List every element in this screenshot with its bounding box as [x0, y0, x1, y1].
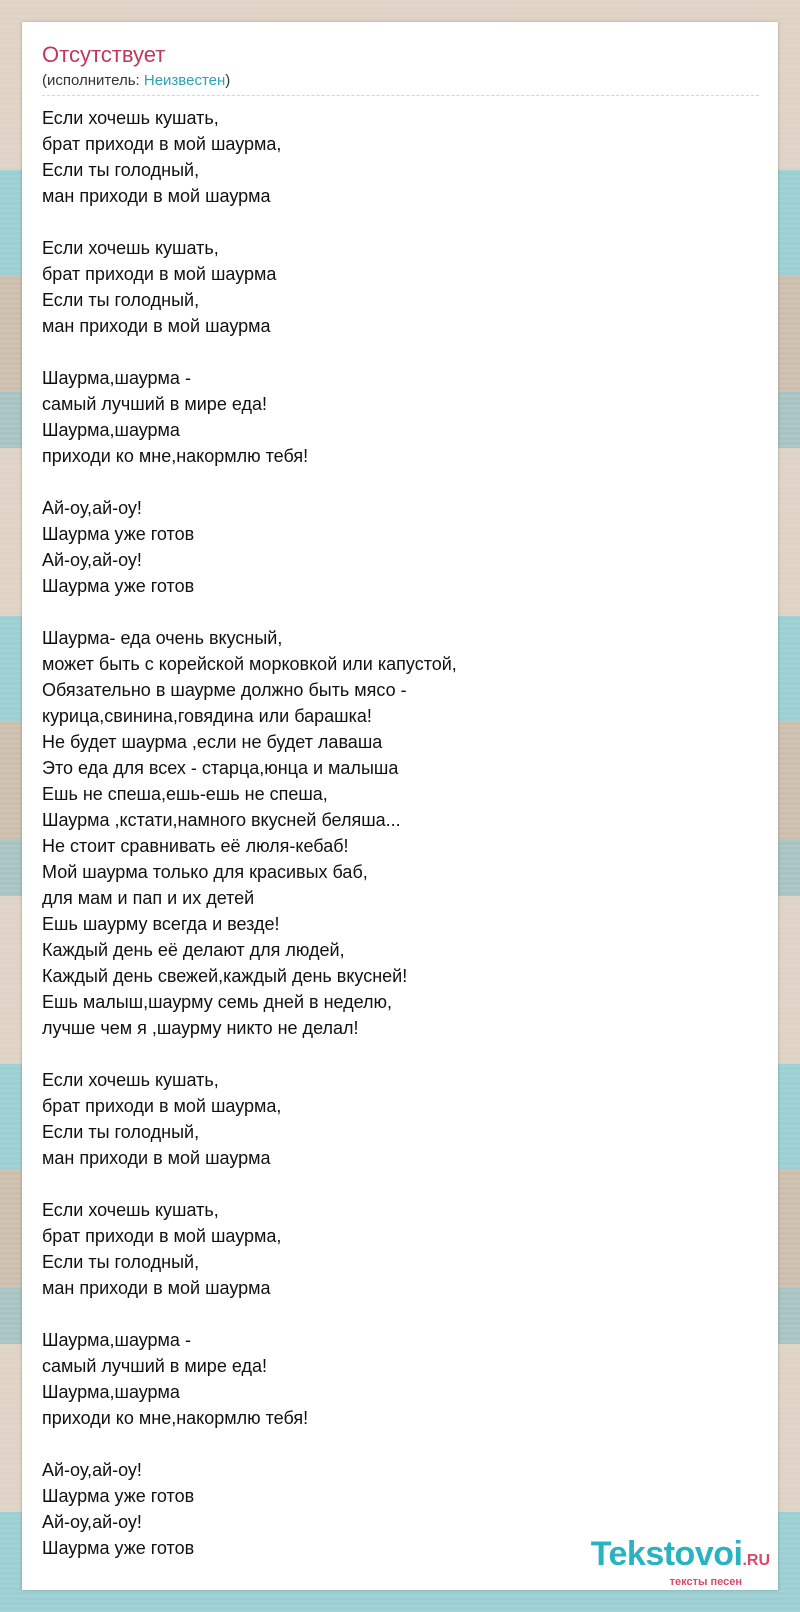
lyric-line: Если хочешь кушать, — [42, 1070, 219, 1090]
artist-link[interactable]: Неизвестен — [143, 72, 226, 89]
lyric-line: Если хочешь кушать, — [42, 108, 219, 128]
lyric-line: курица,свинина,говядина или барашка! — [42, 706, 372, 726]
artist-prefix: (исполнитель: — [42, 72, 144, 89]
lyric-line — [42, 209, 758, 235]
lyric-line: брат приходи в мой шаурма, — [42, 1096, 282, 1116]
lyric-line: Шаурма уже готов — [42, 1486, 195, 1506]
lyric-line: ман приходи в мой шаурма — [42, 186, 271, 206]
lyric-line: Если ты голодный, — [42, 160, 200, 180]
lyric-line: Если ты голодный, — [42, 1122, 200, 1142]
lyric-line — [42, 1171, 758, 1197]
lyric-line: самый лучший в мире еда! — [42, 394, 267, 414]
lyric-line: Шаурма уже готов — [42, 524, 195, 544]
lyric-line — [42, 469, 758, 495]
lyric-line: Это еда для всех - старца,юнца и малыша — [42, 758, 399, 778]
lyric-line: Шаурма,шаурма - — [42, 1330, 191, 1350]
lyric-line: для мам и пап и их детей — [42, 888, 255, 908]
lyric-line: брат приходи в мой шаурма — [42, 264, 277, 284]
lyric-line — [42, 1041, 758, 1067]
lyric-line: Если ты голодный, — [42, 1252, 200, 1272]
lyric-line — [42, 599, 758, 625]
lyric-line: ман приходи в мой шаурма — [42, 316, 271, 336]
lyric-line: Ай-оу,ай-оу! — [42, 1460, 142, 1480]
lyric-line — [42, 339, 758, 365]
logo-tagline: тексты песен — [669, 1576, 742, 1588]
lyric-line: брат приходи в мой шаурма, — [42, 1226, 282, 1246]
lyric-line: Ай-оу,ай-оу! — [42, 550, 142, 570]
artist-suffix: ) — [225, 72, 231, 89]
divider — [42, 95, 759, 96]
lyric-line: ман приходи в мой шаурма — [42, 1148, 271, 1168]
lyric-line: Если хочешь кушать, — [42, 1200, 219, 1220]
lyric-line: может быть с корейской морковкой или капустой, — [42, 654, 457, 674]
artist-line — [42, 72, 758, 90]
lyric-line: Если ты голодный, — [42, 290, 200, 310]
lyric-line: самый лучший в мире еда! — [42, 1356, 267, 1376]
lyric-line: Ай-оу,ай-оу! — [42, 498, 142, 518]
lyrics-card — [22, 22, 778, 1590]
lyric-line: Не будет шаурма ,если не будет лаваша — [42, 732, 383, 752]
lyric-line: Если хочешь кушать, — [42, 238, 219, 258]
logo-wordmark: Tekstovoi — [590, 1535, 743, 1573]
lyric-line: приходи ко мне,накормлю тебя! — [42, 1408, 309, 1428]
lyric-line: Ешь шаурму всегда и везде! — [42, 914, 280, 934]
lyric-line: Обязательно в шаурме должно быть мясо - — [42, 680, 407, 700]
lyric-line — [42, 1301, 758, 1327]
site-logo[interactable] — [591, 1537, 770, 1588]
lyric-line: Ешь не спеша,ешь-ешь не спеша, — [42, 784, 328, 804]
song-title: Отсутствует — [42, 42, 166, 67]
lyric-line: Ешь малыш,шаурму семь дней в неделю, — [42, 992, 393, 1012]
lyrics-text — [42, 105, 758, 1561]
lyric-line: Шаурма,шаурма - — [42, 368, 191, 388]
lyric-line: Каждый день свежей,каждый день вкусней! — [42, 966, 408, 986]
lyric-line: Мой шаурма только для красивых баб, — [42, 862, 368, 882]
lyric-line: Шаурма уже готов — [42, 1538, 195, 1558]
lyric-line: Не стоит сравнивать её люля-кебаб! — [42, 836, 349, 856]
lyric-line: Ай-оу,ай-оу! — [42, 1512, 142, 1532]
lyric-line: брат приходи в мой шаурма, — [42, 134, 282, 154]
lyric-line: Шаурма ,кстати,намного вкусней беляша... — [42, 810, 401, 830]
lyric-line: Каждый день её делают для людей, — [42, 940, 345, 960]
lyric-line: ман приходи в мой шаурма — [42, 1278, 271, 1298]
lyric-line — [42, 1431, 758, 1457]
lyric-line: Шаурма,шаурма — [42, 420, 180, 440]
lyric-line: приходи ко мне,накормлю тебя! — [42, 446, 309, 466]
lyric-line: Шаурма- еда очень вкусный, — [42, 628, 283, 648]
lyric-line: Шаурма уже готов — [42, 576, 195, 596]
lyric-line: лучше чем я ,шаурму никто не делал! — [42, 1018, 359, 1038]
logo-tld: .RU — [742, 1552, 770, 1569]
lyric-line: Шаурма,шаурма — [42, 1382, 180, 1402]
